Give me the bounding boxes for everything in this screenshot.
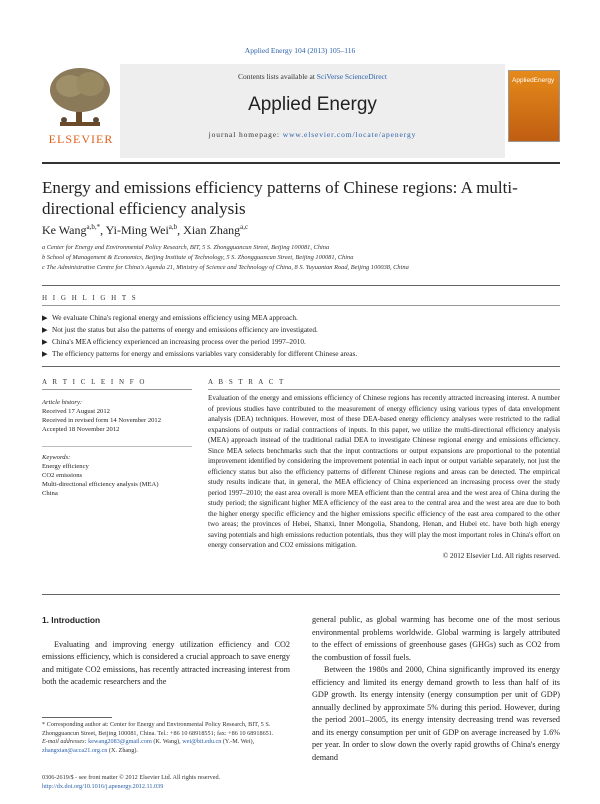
affiliation: a Center for Energy and Environmental Policy Research, BIT, 5 S. Zhongguancun Street, Beijing 100081, China (42, 244, 330, 251)
arrow-icon: ▶ (42, 325, 48, 334)
journal-banner (120, 64, 505, 158)
history-label: Article history: (42, 399, 83, 406)
section-heading: 1. Introduction (42, 615, 101, 625)
contents-line (120, 72, 505, 81)
history-entry: Received 17 August 2012 (42, 408, 110, 415)
body-paragraph: Evaluating and improving energy utilization efficiency and CO2 emissions efficiency, which is considered a crucial approach to save energy and mitigate CO2 emissions, has recently attracted increasing interest from both the academic researchers and the (42, 639, 290, 686)
email-link[interactable]: kewang2083@gmail.com (88, 738, 152, 746)
author-affiliation-marker: a,b (168, 223, 178, 231)
highlight-item (42, 349, 357, 358)
divider (42, 366, 560, 367)
affiliation: c The Administrative Centre for China's Agenda 21, Ministry of Science and Technology of China, 8 S. Yuyuantan Road, Beijing 100038, China (42, 264, 409, 271)
email-link[interactable]: wei@bit.edu.cn (182, 738, 222, 746)
highlight-text: The efficiency patterns for energy and emissions variables vary considerably for different Chinese areas. (52, 349, 358, 358)
copyright-notice: © 2012 Elsevier Ltd. All rights reserved. (442, 551, 560, 560)
highlight-text: Not just the status but also the patterns of energy and emissions efficiency are investigated. (52, 325, 318, 334)
email-owner: (X. Zhang). (107, 746, 138, 754)
article-info (42, 398, 192, 498)
email-owner: (K. Wang), (151, 738, 183, 746)
keyword: China (42, 490, 58, 497)
body-paragraph: Between the 1980s and 2000, China significantly improved its energy efficiency and limited its energy demand growth to less than half of its GDP growth. Its energy intensity (energy consumption per unit of GDP) annually declined by approximate 5% during this period. However, during the period 2001–2005, its energy intensity decreasing trend was reversed and its energy consumption per unit of GDP on average increased by 1.6% per year. In order to slow down the overly rapid growths of China's energy demand (312, 665, 560, 762)
author-affiliation-marker: a,c (240, 223, 249, 231)
divider (42, 389, 192, 390)
divider (42, 446, 192, 447)
author-name: Ke Wang (42, 223, 87, 237)
email-line (42, 738, 290, 755)
elsevier-logo (42, 64, 118, 158)
highlight-text: We evaluate China's regional energy and emissions efficiency using MEA approach. (52, 313, 298, 322)
journal-header (42, 64, 560, 158)
contents-prefix: Contents lists available at (238, 72, 317, 81)
sciencedirect-link[interactable]: SciVerse ScienceDirect (316, 72, 387, 81)
author-name: Yi-Ming Wei (105, 223, 169, 237)
keyword: Multi-directional efficiency analysis (MEA) (42, 481, 159, 488)
divider (208, 389, 560, 390)
journal-name: Applied Energy (248, 94, 377, 115)
journal-citation: Applied Energy 104 (2013) 105–116 (244, 46, 356, 55)
arrow-icon: ▶ (42, 313, 48, 322)
homepage-link[interactable]: www.elsevier.com/locate/apenergy (282, 130, 417, 139)
divider (42, 285, 560, 286)
abstract (208, 393, 560, 561)
highlight-item (42, 313, 298, 322)
highlights-heading: H I G H L I G H T S (42, 294, 138, 302)
elsevier-tree-icon (42, 64, 118, 132)
keywords-label: Keywords: (42, 454, 71, 461)
doi-link[interactable]: http://dx.doi.org/10.1016/j.apenergy.2012.11.039 (42, 782, 164, 790)
email-label: E-mail addresses: (42, 738, 89, 746)
divider (42, 305, 560, 306)
footnote-rule (42, 717, 112, 718)
email-link[interactable]: zhangxian@acca21.org.cn (42, 746, 108, 754)
highlight-item (42, 325, 318, 334)
author-name: Xian Zhang (183, 223, 241, 237)
elsevier-wordmark: ELSEVIER (48, 132, 114, 146)
body-column-right (312, 614, 560, 764)
highlight-item (42, 337, 306, 346)
divider (42, 594, 560, 595)
homepage-prefix: journal homepage: (208, 130, 283, 139)
article-title: Energy and emissions efficiency patterns of Chinese regions: A multi-directional efficiency analysis (42, 178, 518, 218)
body-paragraph: general public, as global warming has become one of the most serious environmental problems worldwide. Global warming is largely attributed to the effect of emissions of greenhouse gases (GHGs) such as CO2 from the combustion of fossil fuels. (312, 615, 560, 662)
journal-cover-image (508, 70, 560, 142)
article-info-heading: A R T I C L E I N F O (42, 378, 147, 386)
body-column-left (42, 614, 290, 689)
arrow-icon: ▶ (42, 349, 48, 358)
abstract-heading: A B S T R A C T (208, 378, 286, 386)
author-affiliation-marker: a,b,* (86, 223, 101, 231)
arrow-icon: ▶ (42, 337, 48, 346)
history-entry: Accepted 18 November 2012 (42, 426, 120, 433)
highlight-text: China's MEA efficiency experienced an increasing process over the period 1997–2010. (52, 337, 306, 346)
front-matter (42, 774, 302, 791)
keyword: Energy efficiency (42, 463, 89, 470)
history-entry: Received in revised form 14 November 2012 (42, 417, 162, 424)
author-list: Ke Wang$^{a,b,*}$, Yi-Ming Wei$^{a,b}$, Xian Zhang$^{a,c}$ (42, 223, 249, 237)
email-owner: (Y.-M. Wei), (221, 738, 255, 746)
header-divider (42, 162, 560, 164)
issn-line: 0306-2619/$ - see front matter © 2012 Elsevier Ltd. All rights reserved. (42, 774, 221, 781)
homepage-line (120, 130, 505, 139)
keyword: CO2 emissions (42, 472, 83, 479)
cover-title: AppliedEnergy (512, 77, 555, 84)
footnote (42, 721, 290, 755)
abstract-text: Evaluation of the energy and emissions efficiency of Chinese regions has recently attracted increasing interest. A number of previous studies have contributed to the measurement of energy efficiency using various types of data envelopment analysis (DEA) techniques. However, most of these DEA-based energy efficiency analyses were restricted to the radial expansions of outputs or radial contractions of inputs. In this paper, we utilize the multi-directional efficiency analysis (MEA) approach instead of the traditional radial DEA to investigate Chinese regional energy and emissions efficiency. Since MEA selects benchmarks such that the input contractions or output expansions are proportional to the potential improvement identified by considering the improvement potential in each input or output variable separately, not just the efficiency status but also the efficiency patterns of different Chinese regions and areas can be detected. The empirical study results indicate that, in general, the MEA efficiency of China experienced an increasing process over the study period 1997–2010; the east area overall is more MEA efficient than the central area and the west area of China during the study period; the significant higher MEA efficiency of the east area to the central area and the west area are due to both the higher energy specific efficiency and the higher emissions specific efficiency of the east area compared to the other two areas; the provinces of Hebei, Shanxi, Inner Mongolia, Shandong, Henan, and Hubei etc. have both high energy saving potentials and high emissions reduction potentials, thus they will play the most important roles in China's effort on energy conservation and CO2 emissions mitigation. (208, 394, 560, 549)
affiliation: b School of Management & Economics, Beijing Institute of Technology, 5 S. Zhongguancun Street, Beijing 100081, China (42, 254, 354, 261)
corresponding-author-note: * Corresponding author at: Center for Energy and Environmental Policy Research, BIT, 5 S. Zhongguancun Street, Beijing 100081, China. Tel.: +86 10 68918551; fax: +86 10 68918651. (42, 721, 274, 737)
